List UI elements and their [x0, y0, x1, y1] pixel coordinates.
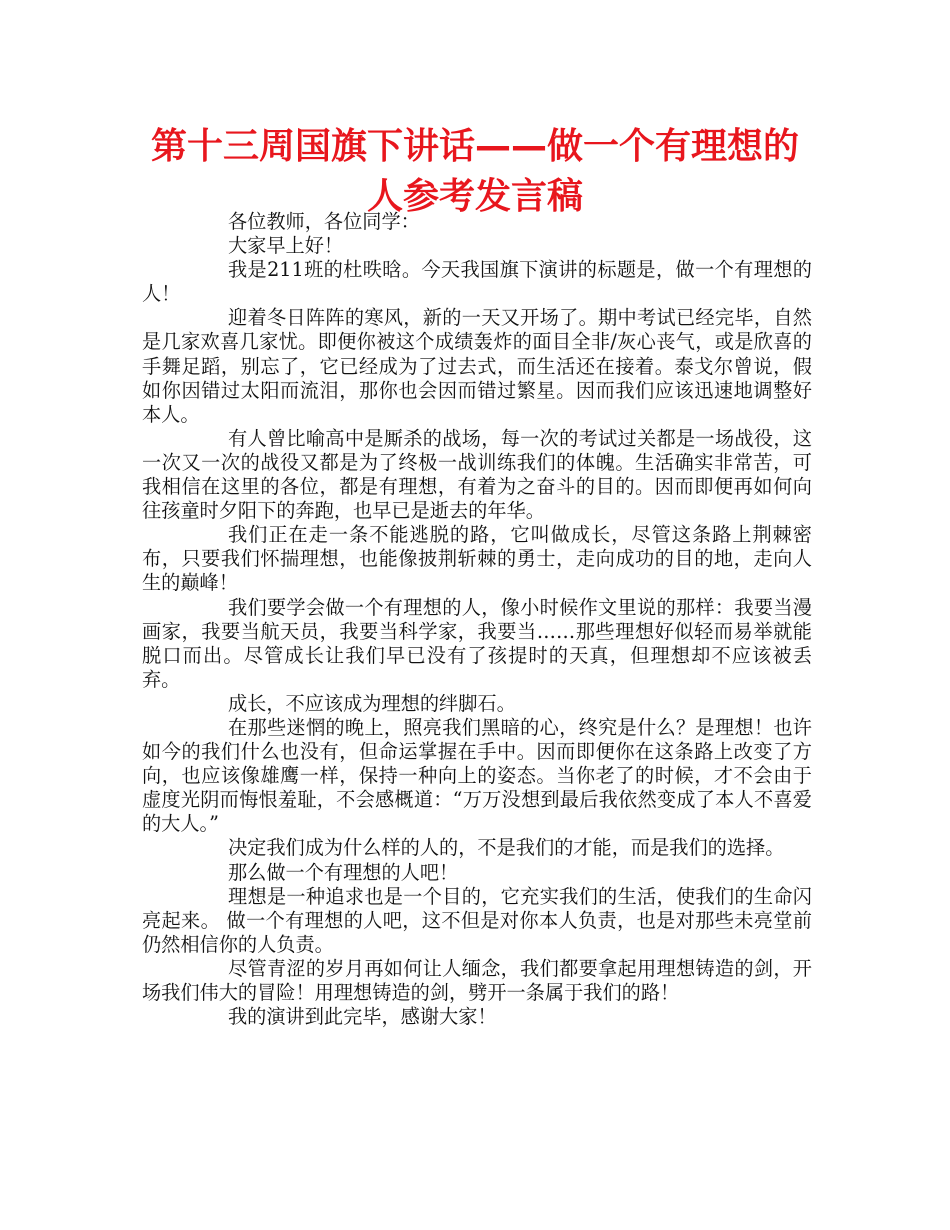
paragraph: 成长，不应该成为理想的绊脚石。 [228, 691, 516, 715]
paragraph-intro: 我是211班的杜昳晗。今天我国旗下演讲的标题是，做一个有理想的人！ [142, 258, 812, 306]
paragraph-good-morning: 大家早上好！ [228, 234, 344, 258]
paragraph: 在那些迷惘的晚上，照亮我们黑暗的心，终究是什么？是理想！也许如今的我们什么也没有，但命运掌握在手中。因而即便你在这条路上改变了方向，也应该像雄鹰一样，保持一种向上的姿态。当你老了的时候，才不会由于虚度光阴而悔恨羞耻，不会感概道：“万万没想到最后我依然变成了本人不喜爱的大人。” [142, 715, 812, 836]
title-line-2: 人参考发言稿 [366, 176, 583, 217]
paragraph: 我们要学会做一个有理想的人，像小时候作文里说的那样：我要当漫画家，我要当航天员，我要当科学家，我要当……那些理想好似轻而易举就能脱口而出。尽管成长让我们早已没有了孩提时的天真，但理想却不应该被丢弃。 [142, 595, 812, 691]
paragraph: 迎着冬日阵阵的寒风，新的一天又开场了。期中考试已经完毕，自然是几家欢喜几家忧。即便你被这个成绩轰炸的面目全非/灰心丧气，或是欣喜的手舞足蹈，别忘了，它已经成为了过去式，而生活还在接着。泰戈尔曾说，假如你因错过太阳而流泪，那你也会因而错过繁星。因而我们应该迅速地调整好本人。 [142, 306, 812, 426]
paragraph: 我们正在走一条不能逃脱的路，它叫做成长，尽管这条路上荆棘密布，只要我们怀揣理想，也能像披荆斩棘的勇士，走向成功的目的地，走向人生的巅峰！ [142, 523, 812, 595]
paragraph: 有人曾比喻高中是厮杀的战场，每一次的考试过关都是一场战役，这一次又一次的战役又都是为了终极一战训练我们的体魄。生活确实非常苦，可我相信在这里的各位，都是有理想，有着为之奋斗的目的。因而即便再如何向往孩童时夕阳下的奔跑，也早已是逝去的年华。 [142, 426, 812, 523]
paragraph: 那么做一个有理想的人吧！ [228, 860, 459, 884]
title-line-1: 第十三周国旗下讲话——做一个有理想的 [150, 126, 799, 167]
paragraph: 尽管青涩的岁月再如何让人缅念，我们都要拿起用理想铸造的剑，开场我们伟大的冒险！用理想铸造的剑，劈开一条属于我们的路！ [142, 956, 812, 1004]
paragraph: 决定我们成为什么样的人的，不是我们的才能，而是我们的选择。 [228, 836, 785, 860]
document-title [130, 122, 820, 222]
paragraph-greeting: 各位教师，各位同学： [228, 210, 420, 233]
paragraph: 理想是一种追求也是一个目的，它充实我们的生活，使我们的生命闪亮起来。 做一个有理想的人吧，这不但是对你本人负责，也是对那些未亮堂前仍然相信你的人负责。 [142, 884, 812, 956]
paragraph-closing: 我的演讲到此完毕，感谢大家！ [228, 1005, 497, 1029]
document-body [142, 210, 812, 1029]
